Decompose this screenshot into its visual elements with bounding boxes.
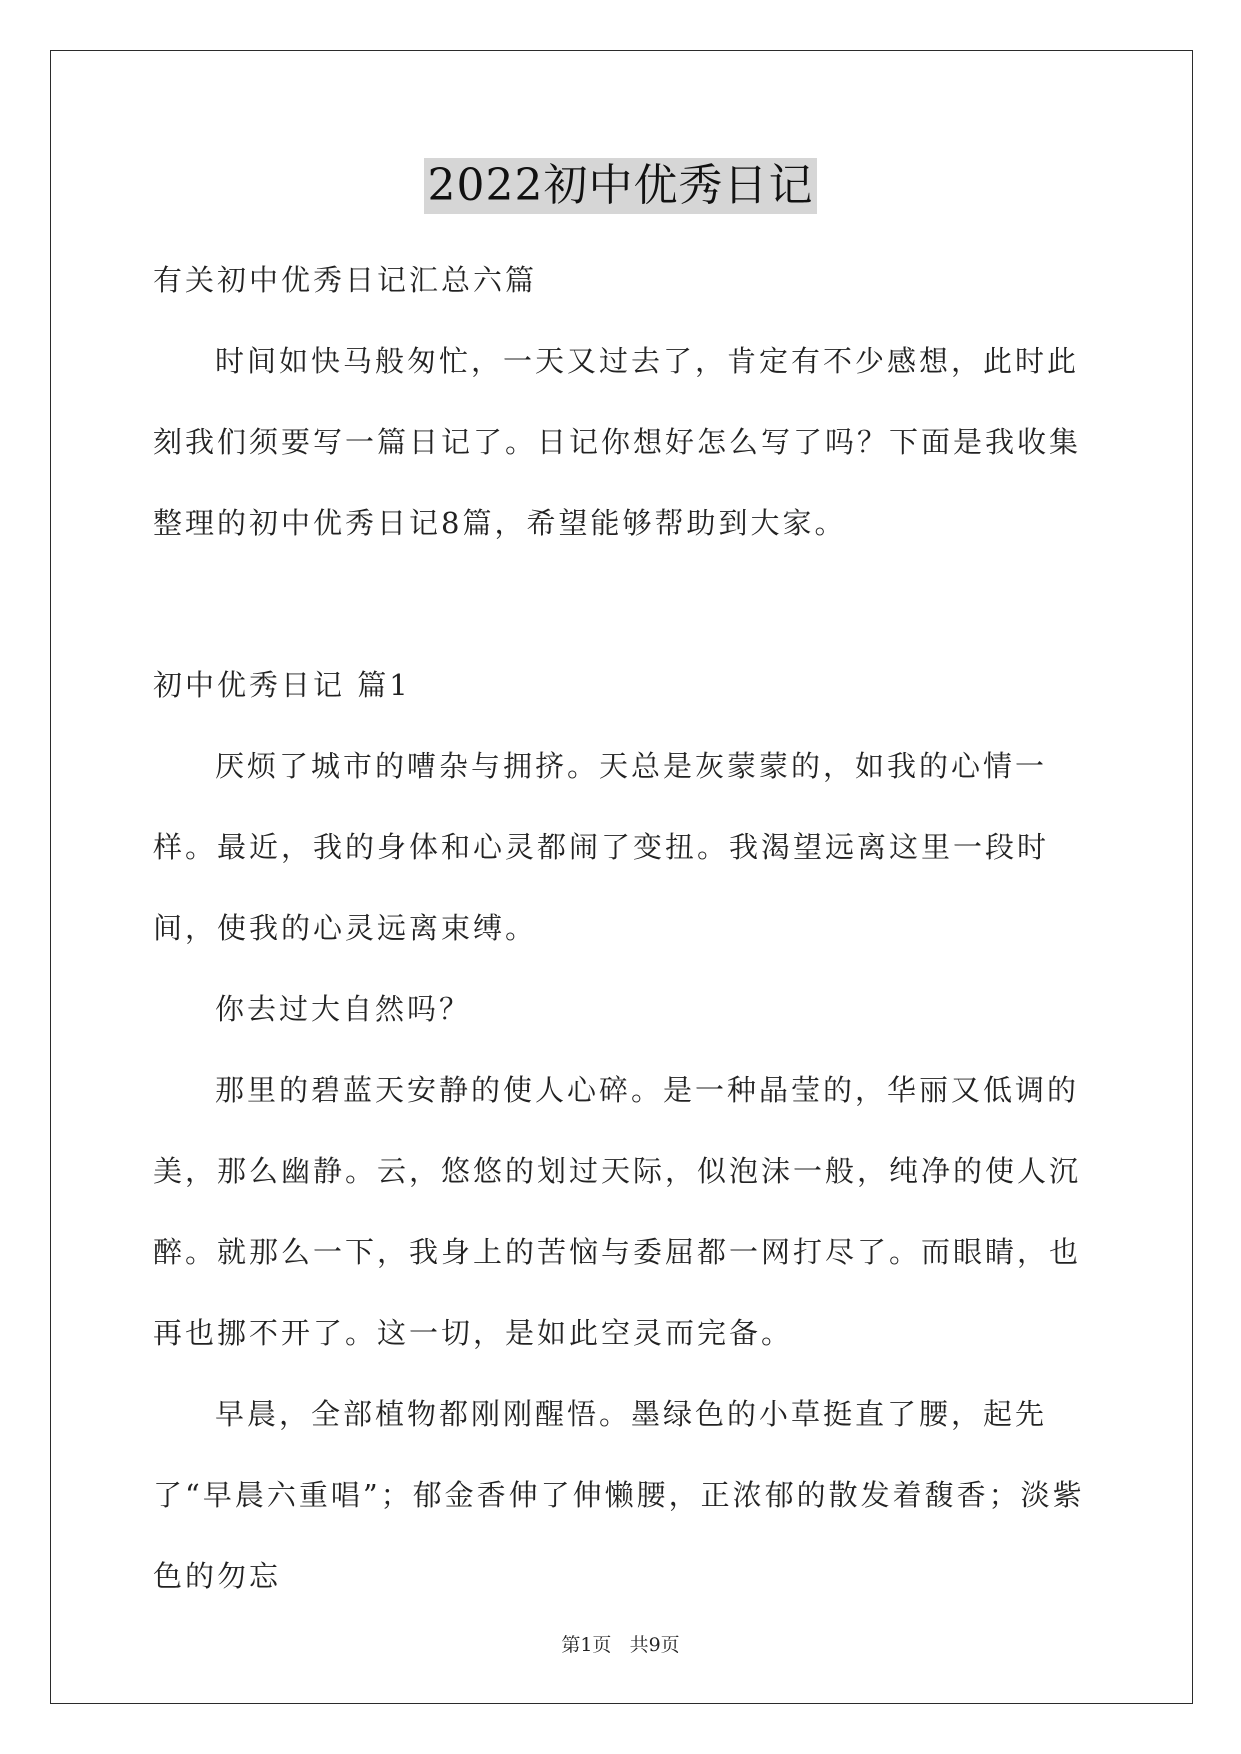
section-heading: 初中优秀日记 篇1 [153,668,411,702]
intro-paragraph: 时间如快马般匆忙，一天又过去了，肯定有不少感想，此时此刻我们须要写一篇日记了。日记你想好怎么写了吗？下面是我收集整理的初中优秀日记8篇，希望能够帮助到大家。 [153,344,1082,540]
page-total: 共9页 [629,1634,680,1656]
page-number: 第1页 [561,1634,612,1656]
document-title: 2022初中优秀日记 [424,158,818,214]
body-paragraph: 你去过大自然吗？ [215,992,472,1026]
document-body [153,240,1103,1617]
document-subtitle: 有关初中优秀日记汇总六篇 [153,263,538,297]
title-container [0,158,1241,214]
page-footer [0,1630,1241,1657]
body-paragraph: 早晨，全部植物都刚刚醒悟。墨绿色的小草挺直了腰，起先了“早晨六重唱”；郁金香伸了伸懒腰，正浓郁的散发着馥香；淡紫色的勿忘 [153,1397,1085,1593]
spacer [153,564,1103,645]
body-paragraph: 那里的碧蓝天安静的使人心碎。是一种晶莹的，华丽又低调的美，那么幽静。云，悠悠的划过天际，似泡沫一般，纯净的使人沉醉。就那么一下，我身上的苦恼与委屈都一网打尽了。而眼睛，也再也挪不开了。这一切，是如此空灵而完备。 [153,1073,1082,1350]
body-paragraph: 厌烦了城市的嘈杂与拥挤。天总是灰蒙蒙的，如我的心情一样。最近，我的身体和心灵都闹了变扭。我渴望远离这里一段时间，使我的心灵远离束缚。 [153,749,1050,945]
